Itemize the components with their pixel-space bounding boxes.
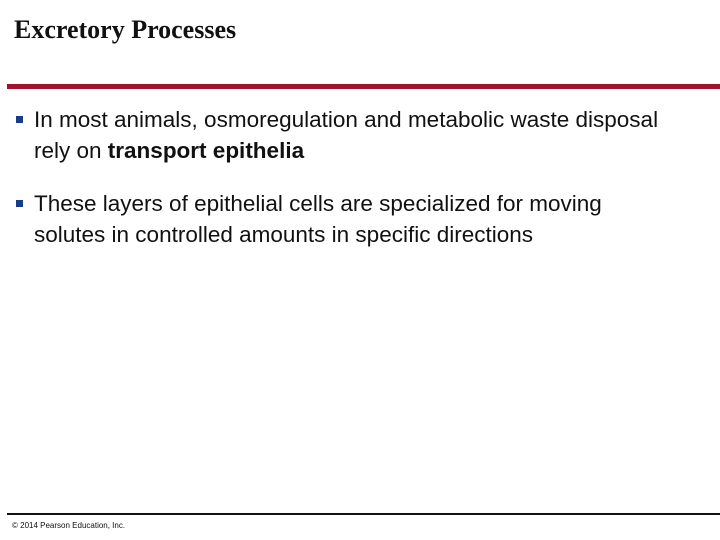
square-bullet-icon [16, 116, 23, 123]
bold-term: transport epithelia [107, 138, 305, 163]
bullet-text: In most animals, osmoregulation and metabolic waste disposal rely on [34, 107, 659, 163]
title-divider [7, 84, 720, 89]
bullet-list [16, 104, 676, 272]
copyright-notice: © 2014 Pearson Education, Inc. [12, 521, 126, 530]
bullet-item [16, 104, 676, 166]
footer-divider [7, 513, 720, 515]
bullet-text: These layers of epithelial cells are specialized for moving solutes in controlled amounts in specific directions [34, 191, 602, 247]
slide-title: Excretory Processes [14, 15, 237, 44]
square-bullet-icon [16, 200, 23, 207]
bullet-item [16, 188, 676, 250]
